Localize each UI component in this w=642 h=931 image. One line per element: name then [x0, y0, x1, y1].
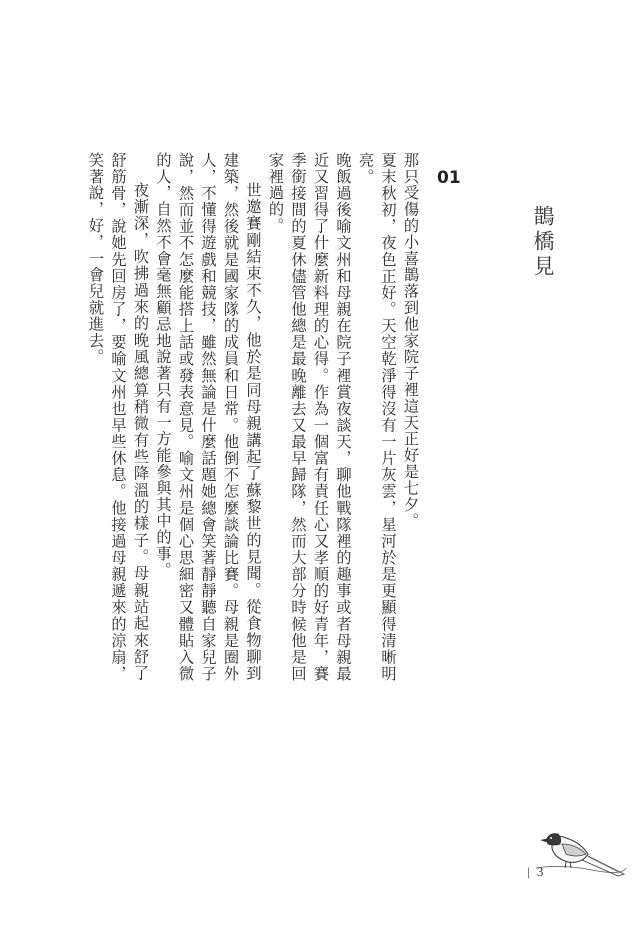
- paragraph: 那只受傷的小喜鵲落到他家院子裡這天正好是七夕。: [402, 152, 420, 530]
- paragraph: 世邀賽剛結束不久，他於是同母親講起了蘇黎世的見聞。從食物聊到建築，然後就是國家隊的成員和日常。他倒不怎麼談論比賽。母親是圈外人，不懂得遊戲和競技，雖然無論是什麼話題她總會笑著靜靜聽自家兒子說，然而並不怎麼能搭上話或發表意見。喻文州是個心思細密又體貼入微的人，自然不會毫無顧忌地說著只有一方能參與其中的事。: [154, 152, 263, 682]
- running-book-title: 鵲橋見: [531, 205, 555, 280]
- page-number-separator: |: [527, 864, 530, 879]
- page-footer: [527, 864, 543, 880]
- chapter-number: 01: [437, 168, 461, 188]
- page-number: 3: [536, 864, 544, 879]
- magpie-bird-icon: [532, 824, 628, 884]
- paragraph: 夜漸深，吹拂過來的晚風總算稍微有些降溫的樣子。母親站起來舒了舒筋骨，說她先回房了，要喻文州也早些休息。他接過母親遞來的涼扇，笑著說，好，一會兒就進去。: [87, 152, 150, 682]
- paragraph: 晚飯過後喻文州和母親在院子裡賞夜談天，聊他戰隊裡的趣事或者母親最近又習得了什麼新料理的心得。作為一個富有責任心又孝順的好青年，賽季銜接間的夏休儘管他總是最晚離去又最早歸隊，然而大部分時候他是回家裡過的。: [267, 152, 353, 682]
- chapter-body-text: [85, 152, 423, 682]
- paragraph: 夏末秋初，夜色正好。天空乾淨得沒有一片灰雲，星河於是更顯得清晰明亮。: [357, 152, 398, 682]
